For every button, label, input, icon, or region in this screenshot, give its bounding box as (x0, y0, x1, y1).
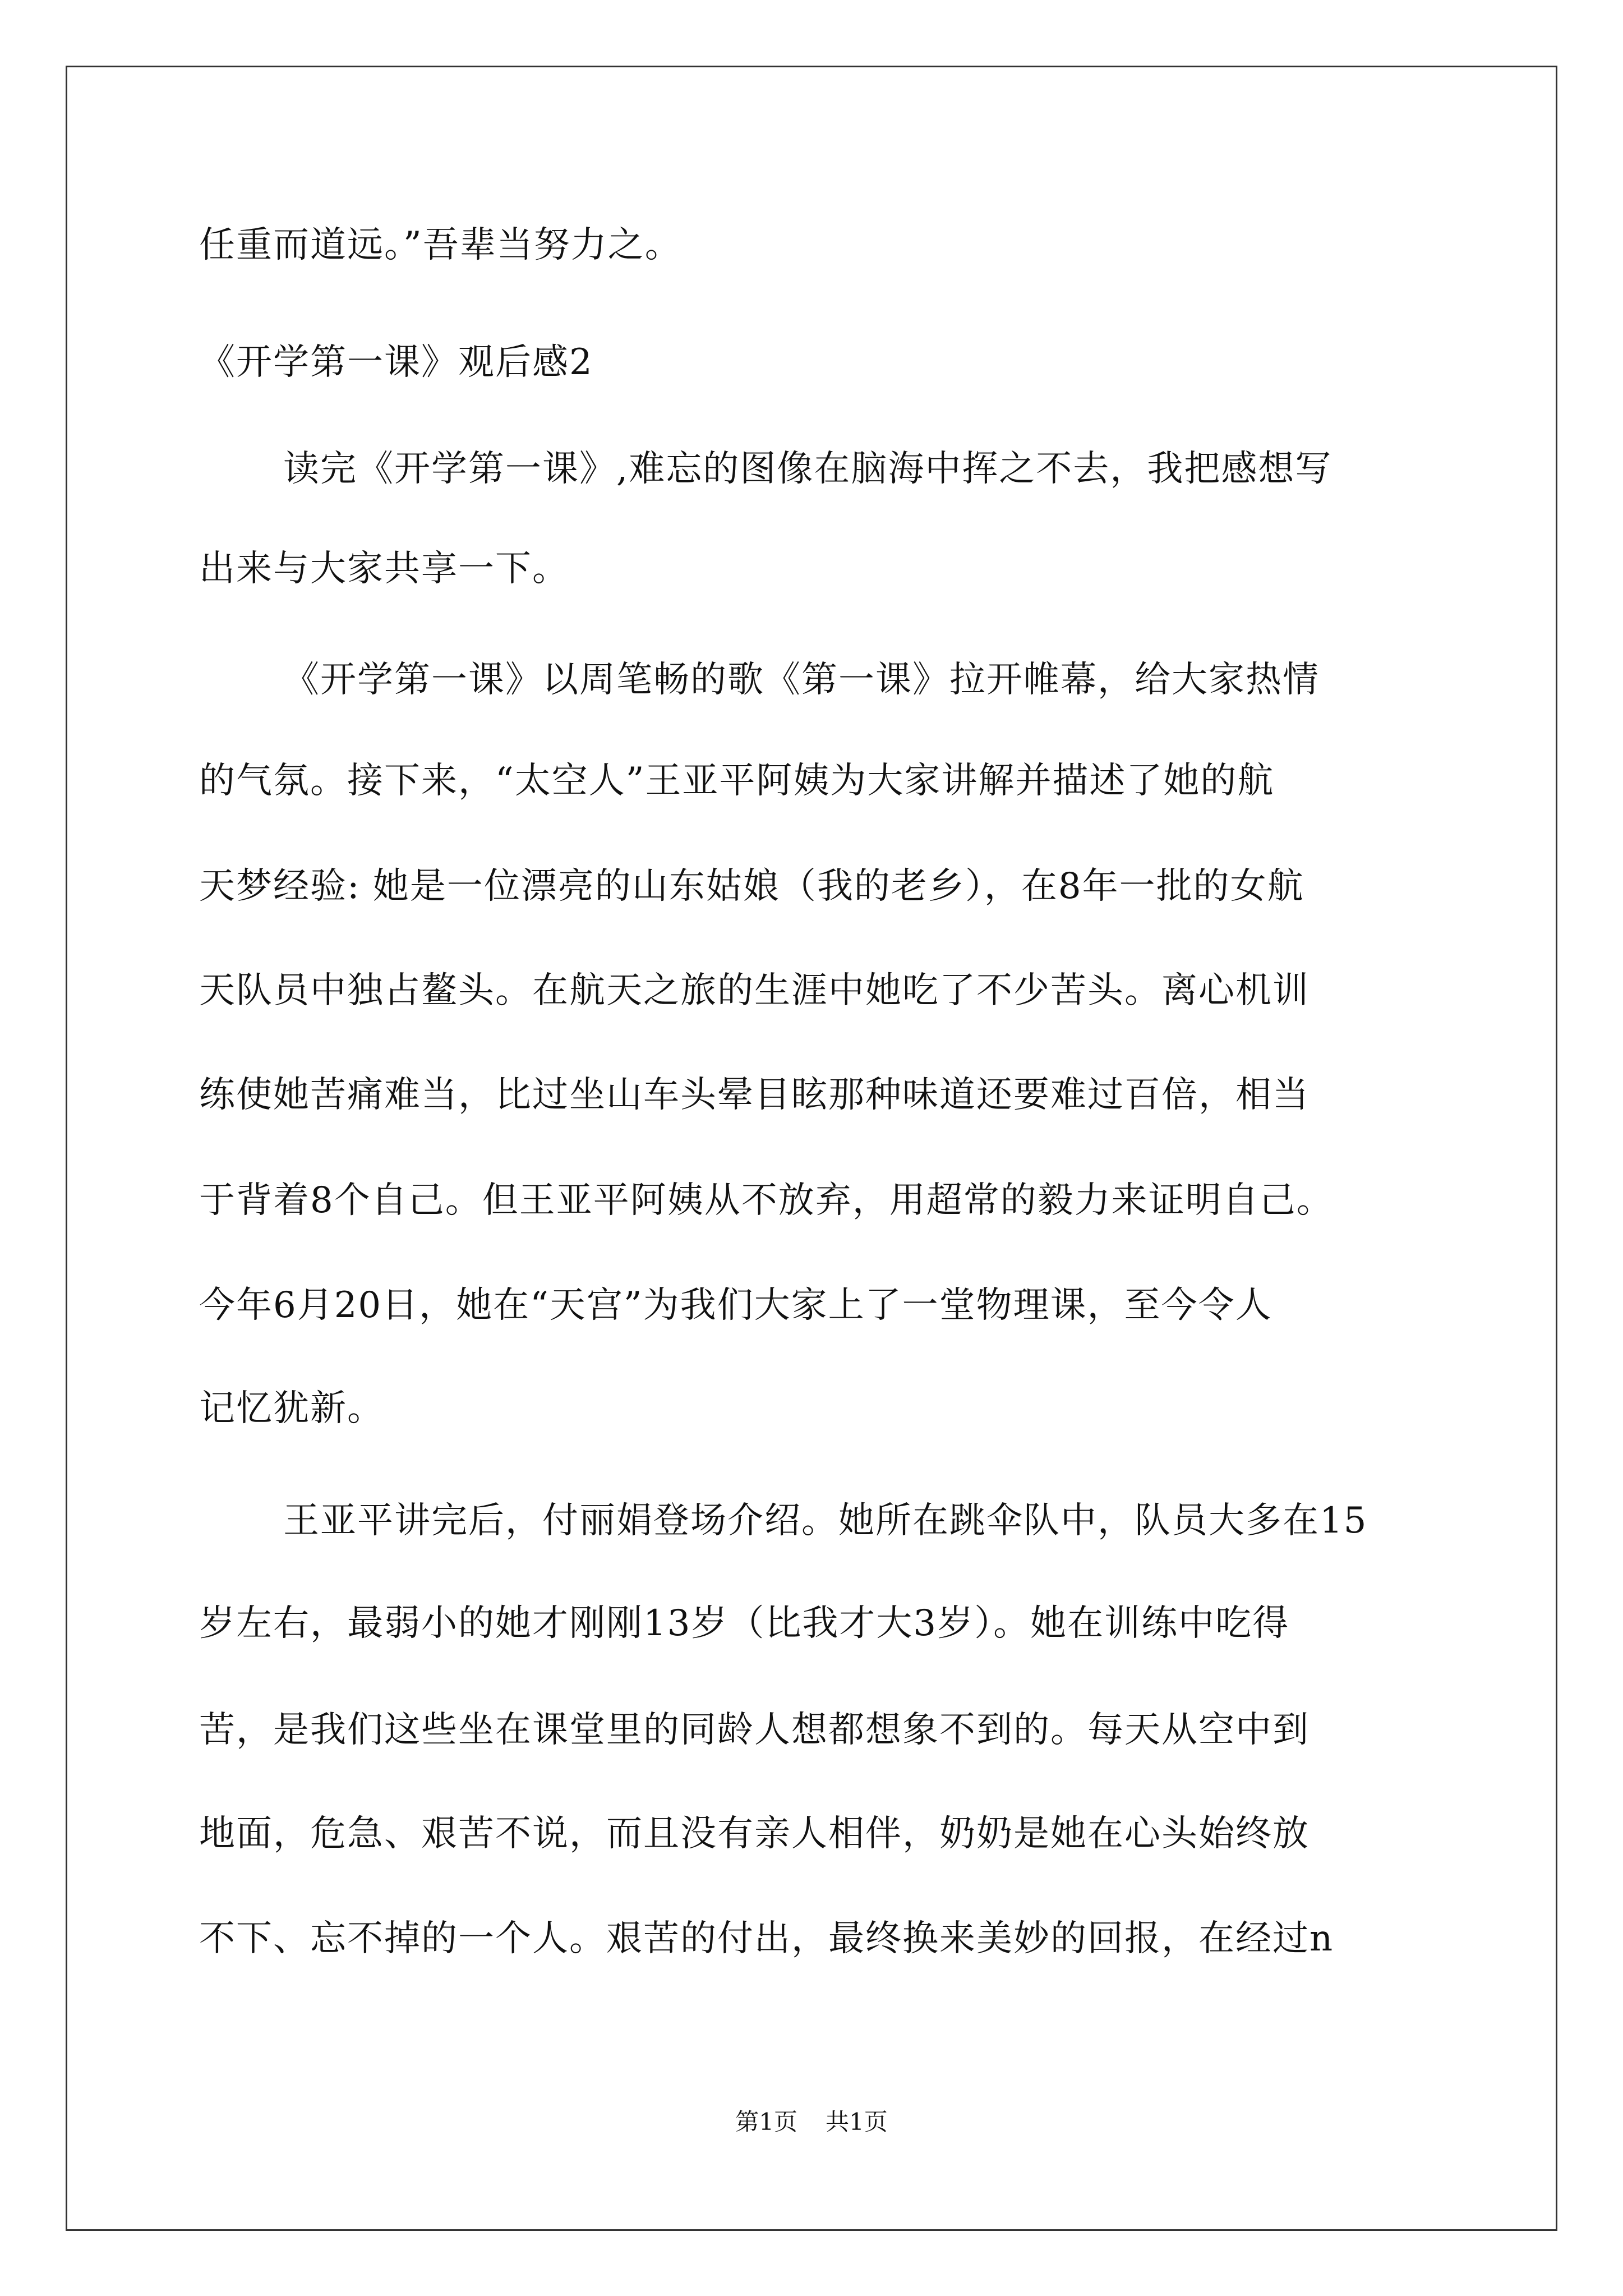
text-line: 今年6月20日，她在“天宫”为我们大家上了一堂物理课，至今令人 (199, 1285, 1272, 1326)
text-line: 天梦经验: 她是一位漂亮的山东姑娘（我的老乡），在8年一批的女航 (199, 866, 1304, 907)
section-heading: 《开学第一课》观后感2 (199, 342, 593, 383)
text-line: 地面，危急、艰苦不说，而且没有亲人相伴，奶奶是她在心头始终放 (199, 1813, 1310, 1855)
page-border (66, 66, 1557, 2231)
text-line: 的气氛。接下来，“太空人”王亚平阿姨为大家讲解并描述了她的航 (199, 760, 1275, 802)
text-line: 《开学第一课》以周笔畅的歌《第一课》拉开帷幕，给大家热情 (283, 659, 1320, 701)
page-footer (0, 2110, 1623, 2134)
text-line: 记忆犹新。 (199, 1388, 384, 1429)
text-line: 于背着8个自己。但王亚平阿姨从不放弃，用超常的毅力来证明自己。 (199, 1180, 1334, 1221)
page-number: 第1页 (735, 2108, 797, 2136)
text-line: 苦，是我们这些坐在课堂里的同龄人想都想象不到的。每天从空中到 (199, 1709, 1310, 1751)
text-line: 读完《开学第一课》,难忘的图像在脑海中挥之不去，我把感想写 (283, 448, 1332, 490)
text-line: 出来与大家共享一下。 (199, 548, 569, 590)
text-line: 不下、忘不掉的一个人。艰苦的付出，最终换来美妙的回报，在经过n (199, 1918, 1334, 1959)
text-line: 王亚平讲完后，付丽娟登场介绍。她所在跳伞队中，队员大多在15 (283, 1500, 1368, 1542)
text-line: 练使她苦痛难当，比过坐山车头晕目眩那种味道还要难过百倍，相当 (199, 1074, 1310, 1116)
text-line: 岁左右，最弱小的她才刚刚13岁（比我才大3岁）。她在训练中吃得 (199, 1603, 1290, 1644)
text-line: 任重而道远。”吾辈当努力之。 (199, 224, 682, 266)
page-total: 共1页 (826, 2108, 888, 2136)
text-line: 天队员中独占鳌头。在航天之旅的生涯中她吃了不少苦头。离心机训 (199, 970, 1310, 1011)
